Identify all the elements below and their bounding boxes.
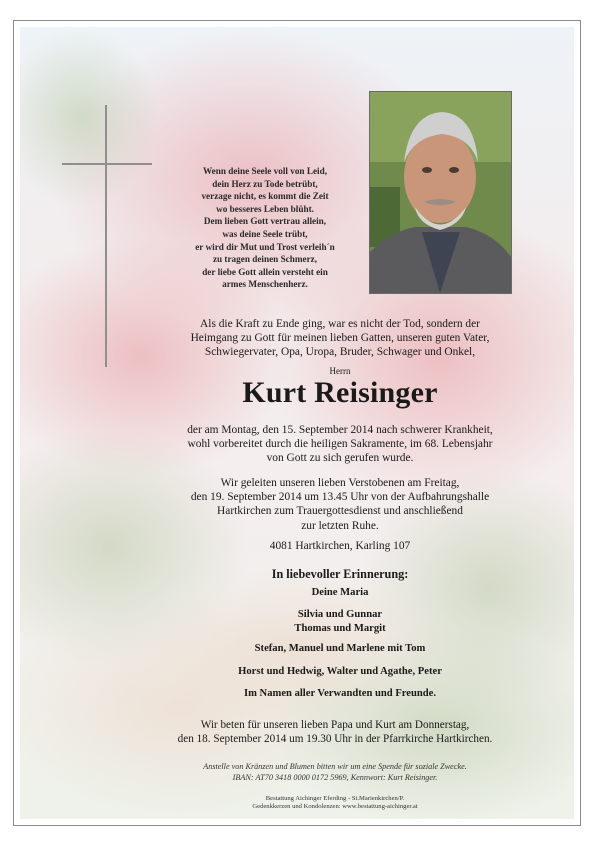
poem-line: verzage nicht, es kommt die Zeit bbox=[201, 191, 329, 202]
poem bbox=[165, 165, 365, 291]
prayer-line: Wir beten für unseren lieben Papa und Kurt am Donnerstag, bbox=[200, 719, 470, 731]
funeral-info bbox=[130, 476, 550, 533]
intro-text bbox=[130, 317, 550, 360]
death-notice bbox=[130, 423, 550, 466]
death-notice-line: wohl vorbereitet durch die heiligen Sakramente, im 68. Lebensjahr bbox=[187, 438, 493, 451]
poem-line: dein Herz zu Tode betrübt, bbox=[212, 178, 318, 189]
intro-line: Schwiegervater, Opa, Uropa, Bruder, Schwager und Onkel, bbox=[204, 346, 476, 359]
funeral-line: Wir geleiten unseren lieben Verstobenen am Freitag, bbox=[220, 477, 460, 489]
poem-line: zu tragen deinen Schmerz, bbox=[212, 254, 318, 265]
poem-line: was deine Seele trübt, bbox=[222, 228, 308, 239]
poem-line: wo besseres Leben blüht. bbox=[216, 203, 314, 214]
salutation: Herrn bbox=[329, 366, 351, 376]
death-notice-line: der am Montag, den 15. September 2014 nach schwerer Krankheit, bbox=[187, 424, 493, 436]
funeral-home-footer bbox=[100, 795, 570, 812]
address: 4081 Hartkirchen, Karling 107 bbox=[269, 540, 411, 552]
footer-line: Bestattung Aichinger Eferding - St.Marienkirchen/P. bbox=[265, 795, 405, 802]
family-child: Thomas und Margit bbox=[294, 623, 386, 634]
deceased-name: Kurt Reisinger bbox=[242, 376, 438, 409]
prayer-line: den 18. September 2014 um 19.30 Uhr in der Pfarrkirche Hartkirchen. bbox=[177, 733, 493, 746]
poem-line: Dem lieben Gott vertrau allein, bbox=[203, 216, 327, 227]
memory-heading: In liebevoller Erinnerung: bbox=[271, 567, 409, 581]
family-spouse: Deine Maria bbox=[311, 587, 369, 598]
family-child: Silvia und Gunnar bbox=[297, 609, 383, 620]
funeral-line: den 19. September 2014 um 13.45 Uhr von der Aufbahrungshalle bbox=[190, 491, 490, 504]
poem-line: armes Menschenherz. bbox=[222, 279, 308, 290]
poem-line: er wird dir Mut und Trost verleih´n bbox=[195, 241, 335, 252]
footer-line: Gedenkkerzen und Kondolenzen: www.bestattung-aichinger.at bbox=[252, 803, 418, 811]
poem-line: Wenn deine Seele voll von Leid, bbox=[202, 166, 328, 176]
cross-vertical-beam bbox=[105, 105, 107, 367]
donation-line: IBAN: AT70 3418 0000 0172 5969, Kennwort: Kurt Reisinger. bbox=[232, 773, 438, 782]
family-relatives: Im Namen aller Verwandten und Freunde. bbox=[243, 688, 437, 699]
poem-line: der liebe Gott allein versteht ein bbox=[202, 266, 328, 277]
cross-horizontal-beam bbox=[62, 163, 152, 165]
portrait-photo bbox=[369, 91, 512, 294]
donation-note bbox=[100, 761, 570, 783]
donation-line: Anstelle von Kränzen und Blumen bitten wir um eine Spende für soziale Zwecke. bbox=[203, 762, 467, 771]
intro-line: Als die Kraft zu Ende ging, war es nicht der Tod, sondern der bbox=[200, 318, 480, 330]
funeral-line: zur letzten Ruhe. bbox=[301, 519, 379, 532]
intro-line: Heimgang zu Gott für meinen lieben Gatten, unseren guten Vater, bbox=[190, 332, 490, 345]
family-children bbox=[130, 608, 550, 636]
funeral-line: Hartkirchen zum Trauergottesdienst und anschließend bbox=[217, 505, 463, 518]
prayer-info bbox=[100, 718, 570, 746]
family-siblings: Horst und Hedwig, Walter und Agathe, Peter bbox=[238, 666, 442, 677]
family-grandchildren: Stefan, Manuel und Marlene mit Tom bbox=[254, 643, 426, 654]
death-notice-line: von Gott zu sich gerufen wurde. bbox=[266, 452, 414, 465]
